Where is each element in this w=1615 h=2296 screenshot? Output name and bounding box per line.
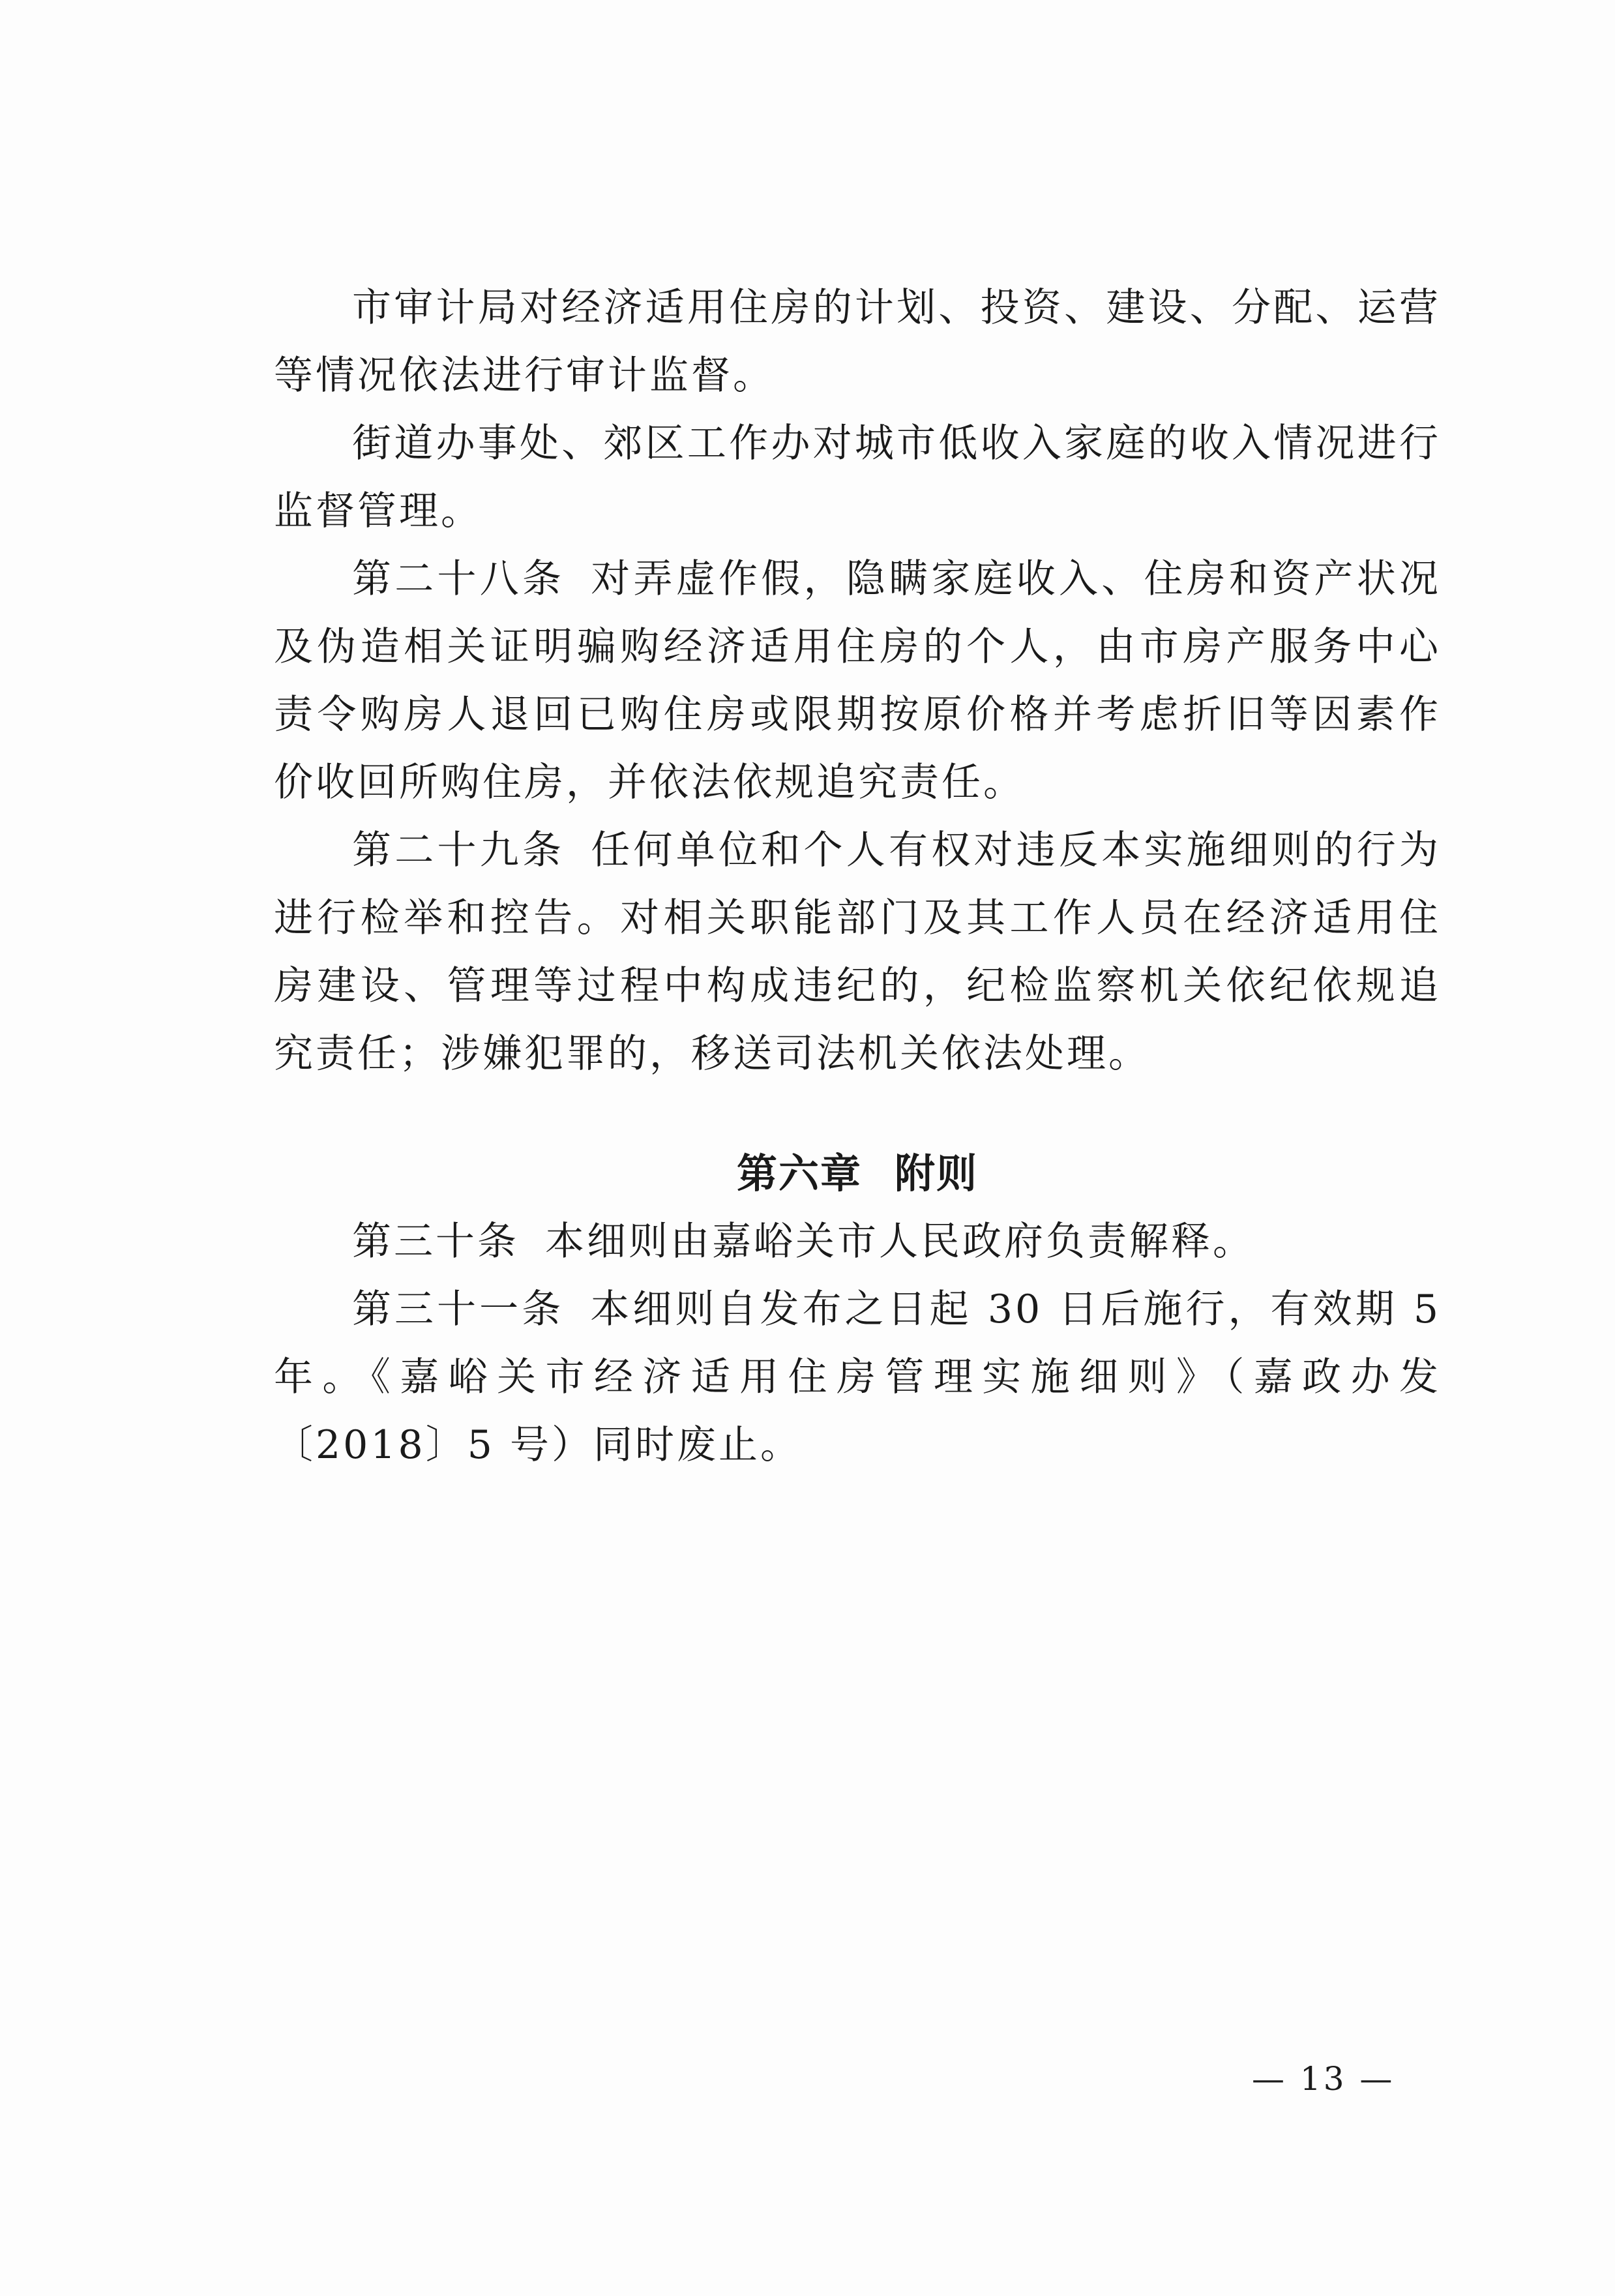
paragraph-income-supervision — [274, 410, 1441, 545]
chapter-title-text: 附则 — [895, 1150, 979, 1197]
article-29 — [274, 816, 1441, 1088]
article-28 — [274, 545, 1441, 816]
article-text: 本细则由嘉峪关市人民政府负责解释。 — [545, 1219, 1254, 1264]
article-number: 第二十八条 — [352, 556, 565, 602]
article-text: 对弄虚作假，隐瞒家庭收入、住房和资产状况及伪造相关证明骗购经济适用住房的个人，由市房产服务中心责令购房人退回已购住房或限期按原价格并考虑折旧等因素作价收回所购住房，并依法依规追究责任。 — [274, 556, 1441, 805]
chapter-heading — [274, 1140, 1441, 1208]
document-body — [274, 274, 1441, 1479]
page-number: — 13 — — [1252, 2060, 1395, 2098]
article-text: 任何单位和个人有权对违反本实施细则的行为进行检举和控告。对相关职能部门及其工作人员在经济适用住房建设、管理等过程中构成违纪的，纪检监察机关依纪依规追究责任；涉嫌犯罪的，移送司法机关依法处理。 — [274, 827, 1441, 1077]
article-30 — [274, 1208, 1441, 1275]
paragraph-audit-supervision — [274, 274, 1441, 410]
paragraph-text: 街道办事处、郊区工作办对城市低收入家庭的收入情况进行监督管理。 — [274, 421, 1441, 534]
article-number: 第三十条 — [352, 1219, 519, 1264]
article-text: 本细则自发布之日起 30 日后施行，有效期 5 年。《嘉峪关市经济适用住房管理实施细则》（嘉政办发〔2018〕5 号）同时废止。 — [274, 1287, 1441, 1468]
chapter-number: 第六章 — [736, 1150, 862, 1197]
article-number: 第二十九条 — [352, 827, 565, 873]
article-31 — [274, 1275, 1441, 1479]
article-number: 第三十一条 — [352, 1287, 565, 1332]
paragraph-text: 市审计局对经济适用住房的计划、投资、建设、分配、运营等情况依法进行审计监督。 — [274, 285, 1441, 398]
